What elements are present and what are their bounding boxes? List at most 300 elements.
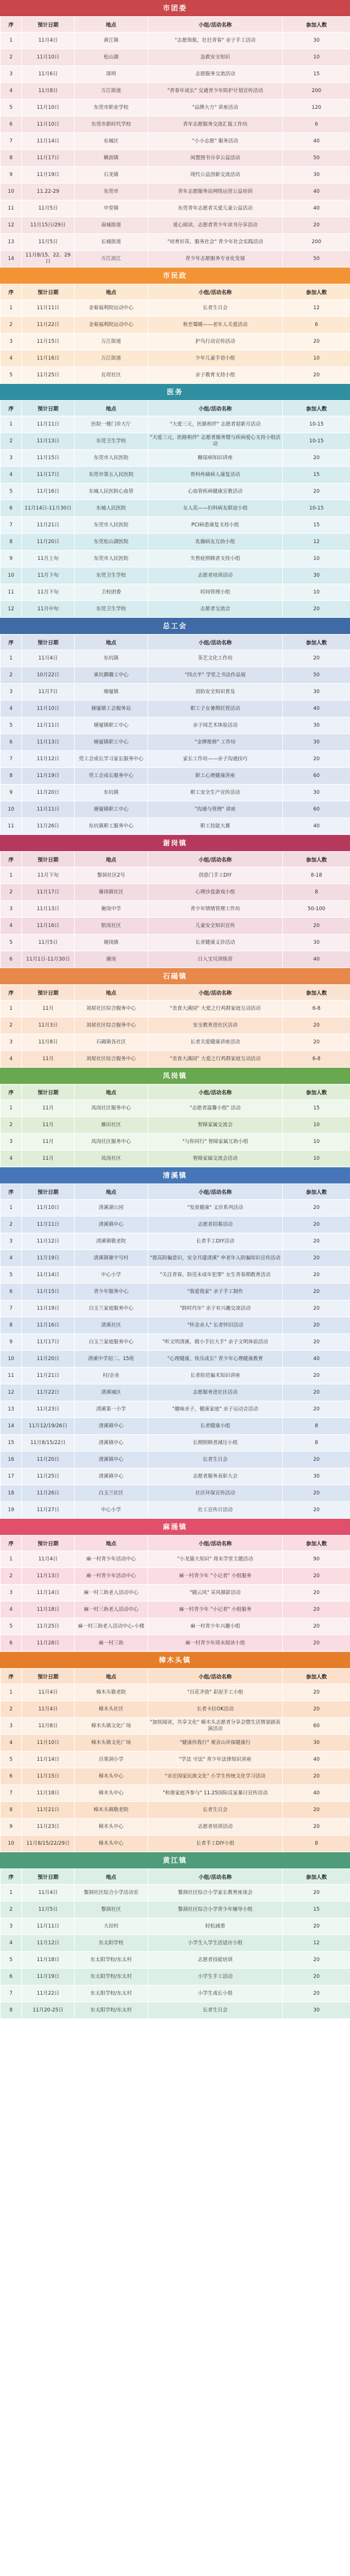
table-cell: 11月20日 [22, 785, 75, 801]
table-cell: 10 [1, 567, 22, 584]
table-cell: 20 [283, 1384, 350, 1401]
table-cell: 13 [1, 234, 22, 251]
table-row [1, 1100, 350, 1117]
table-cell: 东莞市新时代学校 [75, 116, 148, 133]
table-cell: "跨时代年" 亲子有兴趣交流活动 [148, 1300, 283, 1317]
table-row [1, 1819, 350, 1835]
table-cell: 6 [1, 500, 22, 517]
table-cell: "随云风" 采风摄影活动 [148, 1585, 283, 1602]
table-cell: 智障家属交流会活动 [148, 1150, 283, 1167]
table-cell: 万江滨江 [75, 251, 148, 268]
table-cell: 12 [1, 1384, 22, 1401]
table-cell: 20 [283, 1334, 350, 1351]
table-cell: 11月 [22, 1001, 75, 1017]
table-cell: 11月6日 [22, 66, 75, 83]
column-header: 预计日期 [22, 1669, 75, 1684]
table-row [1, 32, 350, 49]
table-cell: 18 [1, 1485, 22, 1502]
table-cell: 11月20-25日 [22, 2002, 75, 2019]
table-cell: 清溪镇中心 [75, 1435, 148, 1452]
table-cell: 长者生日会 [148, 300, 283, 317]
table-cell: 11月11日 [22, 1918, 75, 1935]
table-cell: 长者生日会 [148, 1452, 283, 1468]
table-cell: 11月下旬 [22, 584, 75, 601]
table-cell: 中心小学 [75, 1267, 148, 1284]
header-row [1, 17, 350, 32]
table-cell: 黎洞社区2号 [75, 867, 148, 884]
column-header: 序 [1, 1869, 22, 1885]
table-cell: 11月4日 [22, 1885, 75, 1901]
column-header: 参加人数 [283, 1536, 350, 1551]
table-row [1, 467, 350, 483]
header-row [1, 852, 350, 867]
table-cell: 11月下旬 [22, 567, 75, 584]
table-cell: 黎洞社区 [75, 1901, 148, 1918]
table-cell: 长者手工DIY小组 [148, 1835, 283, 1852]
table-cell: 8 [1, 1802, 22, 1819]
table-cell: 东城区 [75, 133, 148, 150]
table-cell: 11月5日 [22, 200, 75, 217]
table-cell: 长期照顾者减压小组 [148, 1435, 283, 1452]
column-header: 地点 [75, 17, 148, 32]
table-cell: 6-8 [283, 1001, 350, 1017]
table-cell: 医院一楼门诊大厅 [75, 416, 148, 433]
column-header: 小组/活动名称 [148, 635, 283, 650]
table-cell: 11月10日 [22, 116, 75, 133]
header-row [1, 635, 350, 650]
table-cell: 11月20日 [22, 534, 75, 551]
section-6 [0, 1068, 350, 1167]
table-cell: 东坑镇 [75, 650, 148, 667]
table-row [1, 1017, 350, 1034]
table-cell: 15 [1, 1435, 22, 1452]
table-cell: 4 [1, 701, 22, 717]
table-cell: 4 [1, 1051, 22, 1068]
column-header: 序 [1, 1536, 22, 1551]
table-cell: 百果洞小学 [75, 1751, 148, 1768]
column-header: 地点 [75, 284, 148, 300]
table-cell: 志愿者技能培训 [148, 1952, 283, 1969]
column-header: 地点 [75, 1869, 148, 1885]
table-cell: 11月4日 [22, 650, 75, 667]
table-cell: 11月15日 [22, 1284, 75, 1300]
table-cell: 11月26日 [22, 818, 75, 835]
table-cell: 40 [283, 1751, 350, 1768]
header-row [1, 1184, 350, 1200]
table-cell: 11月4日 [22, 1701, 75, 1718]
column-header: 序 [1, 17, 22, 32]
column-header: 预计日期 [22, 1536, 75, 1551]
table-cell: 11月15日 [22, 450, 75, 467]
table-cell: 东莞卫生学校 [75, 433, 148, 450]
table-cell: 刘屋社区综合服务中心 [75, 1001, 148, 1017]
column-header: 参加人数 [283, 985, 350, 1001]
table-cell: "亲近国家民族文化" 小学生传统文化学习活动 [148, 1768, 283, 1785]
table-cell: 11月上旬 [22, 551, 75, 567]
table-cell: 20 [283, 1250, 350, 1267]
table-cell: 东城人民医院心血管 [75, 483, 148, 500]
table-cell: 50 [283, 251, 350, 268]
table-cell: 20 [283, 1952, 350, 1969]
column-header: 预计日期 [22, 635, 75, 650]
table-cell: 凤岗社区服务中心 [75, 1134, 148, 1150]
table-cell: 亲子教育支持小组 [148, 367, 283, 384]
table-row [1, 1401, 350, 1418]
table-cell: 松山湖 [75, 49, 148, 66]
table-cell: 11月13日 [22, 901, 75, 918]
table-row [1, 500, 350, 517]
table-row [1, 1718, 350, 1735]
table-row [1, 150, 350, 167]
header-row [1, 284, 350, 300]
table-cell: 11月16日 [22, 483, 75, 500]
table-cell: 7 [1, 1300, 22, 1317]
table-cell: 50-100 [283, 901, 350, 918]
table-cell: 3 [1, 901, 22, 918]
table-cell: 2 [1, 1901, 22, 1918]
table-cell: "金牌维修" 工作坊 [148, 734, 283, 751]
table-cell: 30 [283, 2002, 350, 2019]
table-cell: 11月中旬 [22, 601, 75, 618]
table-row [1, 1485, 350, 1502]
table-cell: 11月17日 [22, 1334, 75, 1351]
table-cell: 塘厦镇工会服务站 [75, 701, 148, 717]
table-cell: 11月22日 [22, 1384, 75, 1401]
table-row [1, 918, 350, 935]
table-cell: 30 [283, 1735, 350, 1751]
column-header: 序 [1, 635, 22, 650]
table-cell: 11月12日 [22, 1935, 75, 1952]
column-header: 地点 [75, 852, 148, 867]
table-cell: 20 [283, 1568, 350, 1585]
table-cell: 20 [283, 601, 350, 618]
column-header: 小组/活动名称 [148, 17, 283, 32]
table-cell: 11月23日 [22, 1819, 75, 1835]
table-row [1, 433, 350, 450]
table-cell: 40 [283, 701, 350, 717]
table-row [1, 367, 350, 384]
column-header: 参加人数 [283, 635, 350, 650]
table-cell: 长者健康义诊活动 [148, 935, 283, 951]
table-row [1, 1233, 350, 1250]
table-cell: 谢岗镇社区 [75, 884, 148, 901]
table-cell: 3 [1, 1585, 22, 1602]
schedule-table [0, 1183, 350, 1519]
table-cell: 11月 [22, 1117, 75, 1134]
table-cell: "美食大满园" 大爱之行鸡群家庭互动活动 [148, 1001, 283, 1017]
table-cell: 心血管疾病健康宣教活动 [148, 483, 283, 500]
table-cell: 11 [1, 200, 22, 217]
table-cell: 1 [1, 416, 22, 433]
table-cell: 40 [283, 184, 350, 200]
table-cell: 4 [1, 1602, 22, 1618]
table-row [1, 66, 350, 83]
table-cell: 1 [1, 1885, 22, 1901]
section-title: 黄江镇 [0, 1852, 350, 1868]
column-header: 序 [1, 1669, 22, 1684]
table-cell: 15 [283, 467, 350, 483]
table-row [1, 818, 350, 835]
column-header: 预计日期 [22, 17, 75, 32]
table-cell: 樟木头镇敬老院 [75, 1802, 148, 1819]
table-cell: 9 [1, 785, 22, 801]
table-cell: 黎洞社区综合小学家长教育座谈会 [148, 1885, 283, 1901]
table-cell: 15 [283, 66, 350, 83]
table-cell: 11月8日 [22, 1034, 75, 1051]
table-cell: 10-15 [283, 500, 350, 517]
table-row [1, 1602, 350, 1618]
table-cell: 青少年情绪管理工作坊 [148, 901, 283, 918]
table-cell: 20 [283, 1819, 350, 1835]
table-cell: 3 [1, 1034, 22, 1051]
table-cell: 急救安全知识 [148, 49, 283, 66]
table-cell: 20 [283, 1802, 350, 1819]
table-row [1, 1468, 350, 1485]
column-header: 参加人数 [283, 401, 350, 416]
table-cell: 7 [1, 517, 22, 534]
column-header: 预计日期 [22, 1184, 75, 1200]
table-cell: 11月10日 [22, 1735, 75, 1751]
table-row [1, 133, 350, 150]
table-cell: 乳腺病友互助小组 [148, 534, 283, 551]
schedule-table [0, 634, 350, 835]
table-cell: 11月8日 [22, 1718, 75, 1735]
table-cell: 消防安全知识普及 [148, 684, 283, 701]
table-cell: 现代公益创新交流活动 [148, 167, 283, 184]
table-cell: 护鸟行动宣传活动 [148, 334, 283, 350]
table-cell: 长者生日会 [148, 1802, 283, 1819]
table-cell: 清溪镇中心 [75, 1418, 148, 1435]
table-row [1, 751, 350, 768]
table-row [1, 1384, 350, 1401]
table-cell: 1 [1, 300, 22, 317]
table-cell: 东莞市职业学校 [75, 100, 148, 116]
table-row [1, 684, 350, 701]
table-cell: 5 [1, 1618, 22, 1635]
table-cell: "和谐家庭齐参与" 11.25国际反家暴日宣传活动 [148, 1785, 283, 1802]
table-cell: 30 [283, 1468, 350, 1485]
table-cell: 东坑镇 [75, 785, 148, 801]
table-cell: 骨科疼痛病人康复活动 [148, 467, 283, 483]
table-cell: 11月13日 [22, 433, 75, 450]
table-row [1, 951, 350, 968]
table-cell: 麻一村三助老人活动中心 [75, 1585, 148, 1602]
table-cell: 11月23日 [22, 1401, 75, 1418]
column-header: 序 [1, 852, 22, 867]
table-cell: 雁田社区 [75, 1117, 148, 1134]
table-cell: 塘厦镇职工中心 [75, 801, 148, 818]
table-row [1, 167, 350, 184]
table-row [1, 717, 350, 734]
table-row [1, 1418, 350, 1435]
schedule-table [0, 1535, 350, 1652]
table-row [1, 116, 350, 133]
table-cell: 20 [283, 751, 350, 768]
table-cell: 8 [283, 1435, 350, 1452]
table-row [1, 1885, 350, 1901]
table-row [1, 517, 350, 534]
table-cell: 茶艺文化工作坊 [148, 650, 283, 667]
table-row [1, 1684, 350, 1701]
table-cell: 南城街道 [75, 217, 148, 234]
table-cell: 11.22-29 [22, 184, 75, 200]
table-cell: 20 [283, 1368, 350, 1384]
table-cell: 19 [1, 1502, 22, 1519]
table-cell: 东莞卫生学校 [75, 601, 148, 618]
table-cell: 6 [283, 317, 350, 334]
table-cell: 11月11日 [22, 416, 75, 433]
table-cell: "心理健康，快乐成长" 青少年心理健康教育 [148, 1351, 283, 1368]
table-cell: 11月4日 [22, 32, 75, 49]
table-cell: 20 [283, 1452, 350, 1468]
table-cell: 职工安全生产宣传活动 [148, 785, 283, 801]
schedule-table [0, 1868, 350, 2019]
table-cell: 20 [283, 1635, 350, 1652]
table-cell: 东莞市人民医院 [75, 551, 148, 567]
table-cell: 凤岗社区 [75, 1150, 148, 1167]
table-cell: 11 [1, 1368, 22, 1384]
table-row [1, 1635, 350, 1652]
section-title: 清溪镇 [0, 1167, 350, 1183]
table-cell: 40 [283, 951, 350, 968]
table-row [1, 184, 350, 200]
table-cell: 12 [283, 534, 350, 551]
table-cell: 日入宝贝训练营 [148, 951, 283, 968]
table-cell: 长者防范骗术知识讲座 [148, 1368, 283, 1384]
table-cell: 40 [283, 818, 350, 835]
table-cell: 长者生日会 [148, 2002, 283, 2019]
table-cell: 10 [283, 1117, 350, 1134]
section-title: 樟木头镇 [0, 1652, 350, 1668]
table-cell: 清溪镇中心 [75, 1216, 148, 1233]
table-cell: 8 [283, 1418, 350, 1435]
table-cell: 万江街道 [75, 350, 148, 367]
table-cell: 清溪城区 [75, 1384, 148, 1401]
table-cell: 谢岗镇 [75, 935, 148, 951]
table-cell: 东莞卫生学校 [75, 567, 148, 584]
table-row [1, 1250, 350, 1267]
table-cell: 3 [1, 1718, 22, 1735]
table-cell: 白玉兰家庭服务中心 [75, 1334, 148, 1351]
table-cell: 职工子女暑期托管活动 [148, 701, 283, 717]
table-cell: 金菊福利院运动中心 [75, 300, 148, 317]
table-cell: 5 [1, 367, 22, 384]
table-cell: 11月18日 [22, 1952, 75, 1969]
table-cell: 11月26日 [22, 1485, 75, 1502]
table-cell: 小学生入学生活适应小组 [148, 1935, 283, 1952]
table-cell: 志愿者培训活动 [148, 567, 283, 584]
table-cell: 4 [1, 1735, 22, 1751]
table-cell: 10 [1, 1351, 22, 1368]
table-cell: 12 [283, 1935, 350, 1952]
section-2 [0, 384, 350, 618]
table-cell: 樟木头中心 [75, 1768, 148, 1785]
table-cell: 智障家属交流会 [148, 1117, 283, 1134]
table-cell: 4 [1, 350, 22, 367]
table-cell: 20 [283, 1502, 350, 1519]
table-cell: 2 [1, 667, 22, 684]
table-cell: 7 [1, 1785, 22, 1802]
table-cell: 青少年服务中心 [75, 1284, 148, 1300]
table-cell: 3 [1, 684, 22, 701]
table-cell: 闲置图书分享公益活动 [148, 150, 283, 167]
table-cell: 11月19日 [22, 1969, 75, 1985]
table-cell: "学法 守法" 青少年法律知识讲座 [148, 1751, 283, 1768]
table-row [1, 1585, 350, 1602]
table-cell: 11月20日 [22, 1452, 75, 1468]
table-cell: 11月19日 [22, 768, 75, 785]
table-row [1, 601, 350, 618]
table-cell: 2 [1, 1701, 22, 1718]
table-cell: "我爱我家" 亲子手工制作 [148, 1284, 283, 1300]
table-cell: 10 [283, 1134, 350, 1150]
table-cell: 30 [283, 785, 350, 801]
column-header: 序 [1, 284, 22, 300]
table-row [1, 1985, 350, 2002]
table-cell: 大田村 [75, 1918, 148, 1935]
section-8 [0, 1519, 350, 1652]
table-row [1, 251, 350, 268]
column-header: 序 [1, 985, 22, 1001]
table-cell: 17 [1, 1468, 22, 1485]
column-header: 小组/活动名称 [148, 852, 283, 867]
table-cell: 11月10日 [22, 1200, 75, 1216]
table-cell: 11月28日 [22, 1635, 75, 1652]
table-row [1, 1200, 350, 1216]
table-cell: 9 [1, 1819, 22, 1835]
table-cell: "培育好苗，服务社会" 青少年社会实践活动 [148, 234, 283, 251]
table-cell: 麻一村三助老人活动中心 [75, 1602, 148, 1618]
table-cell: 11月13日 [22, 1568, 75, 1585]
table-row [1, 100, 350, 116]
column-header: 参加人数 [283, 852, 350, 867]
table-cell: 深圳 [75, 66, 148, 83]
header-row [1, 1869, 350, 1885]
table-row [1, 1969, 350, 1985]
table-cell: 40 [283, 133, 350, 150]
table-cell: 7 [1, 1985, 22, 2002]
table-cell: 11月25日 [22, 1618, 75, 1635]
table-cell: 東坑鎮職工中心 [75, 667, 148, 684]
column-header: 预计日期 [22, 1869, 75, 1885]
table-cell: 2 [1, 1017, 22, 1034]
table-cell: 东坑镇职工服务中心 [75, 818, 148, 835]
table-cell: 3 [1, 66, 22, 83]
section-3 [0, 618, 350, 835]
table-cell: "美食大满园" 大爱之行鸡群家庭互动活动 [148, 1051, 283, 1068]
section-7 [0, 1167, 350, 1519]
table-cell: 11月18日 [22, 1602, 75, 1618]
table-row [1, 450, 350, 467]
table-cell: PCI病患康复支持小组 [148, 517, 283, 534]
column-header: 小组/活动名称 [148, 1669, 283, 1684]
table-cell: 小学生手工活动 [148, 1969, 283, 1985]
table-cell: 塘厦镇 [75, 684, 148, 701]
section-title: 石碣镇 [0, 968, 350, 984]
table-row [1, 300, 350, 317]
table-cell: 11月1日-11月30日 [22, 951, 75, 968]
table-cell: 长城街道 [75, 234, 148, 251]
table-row [1, 551, 350, 567]
table-cell: 谢岗中学 [75, 901, 148, 918]
table-cell: 银岗社区 [75, 918, 148, 935]
table-cell: "四点半" 学堂之书法作品展 [148, 667, 283, 684]
table-cell: 20 [283, 1200, 350, 1216]
table-cell: 麻一村三助 [75, 1635, 148, 1652]
table-row [1, 1284, 350, 1300]
table-cell: 东莞青年志愿者关爱儿童公益活动 [148, 200, 283, 217]
table-cell: 20 [283, 450, 350, 467]
